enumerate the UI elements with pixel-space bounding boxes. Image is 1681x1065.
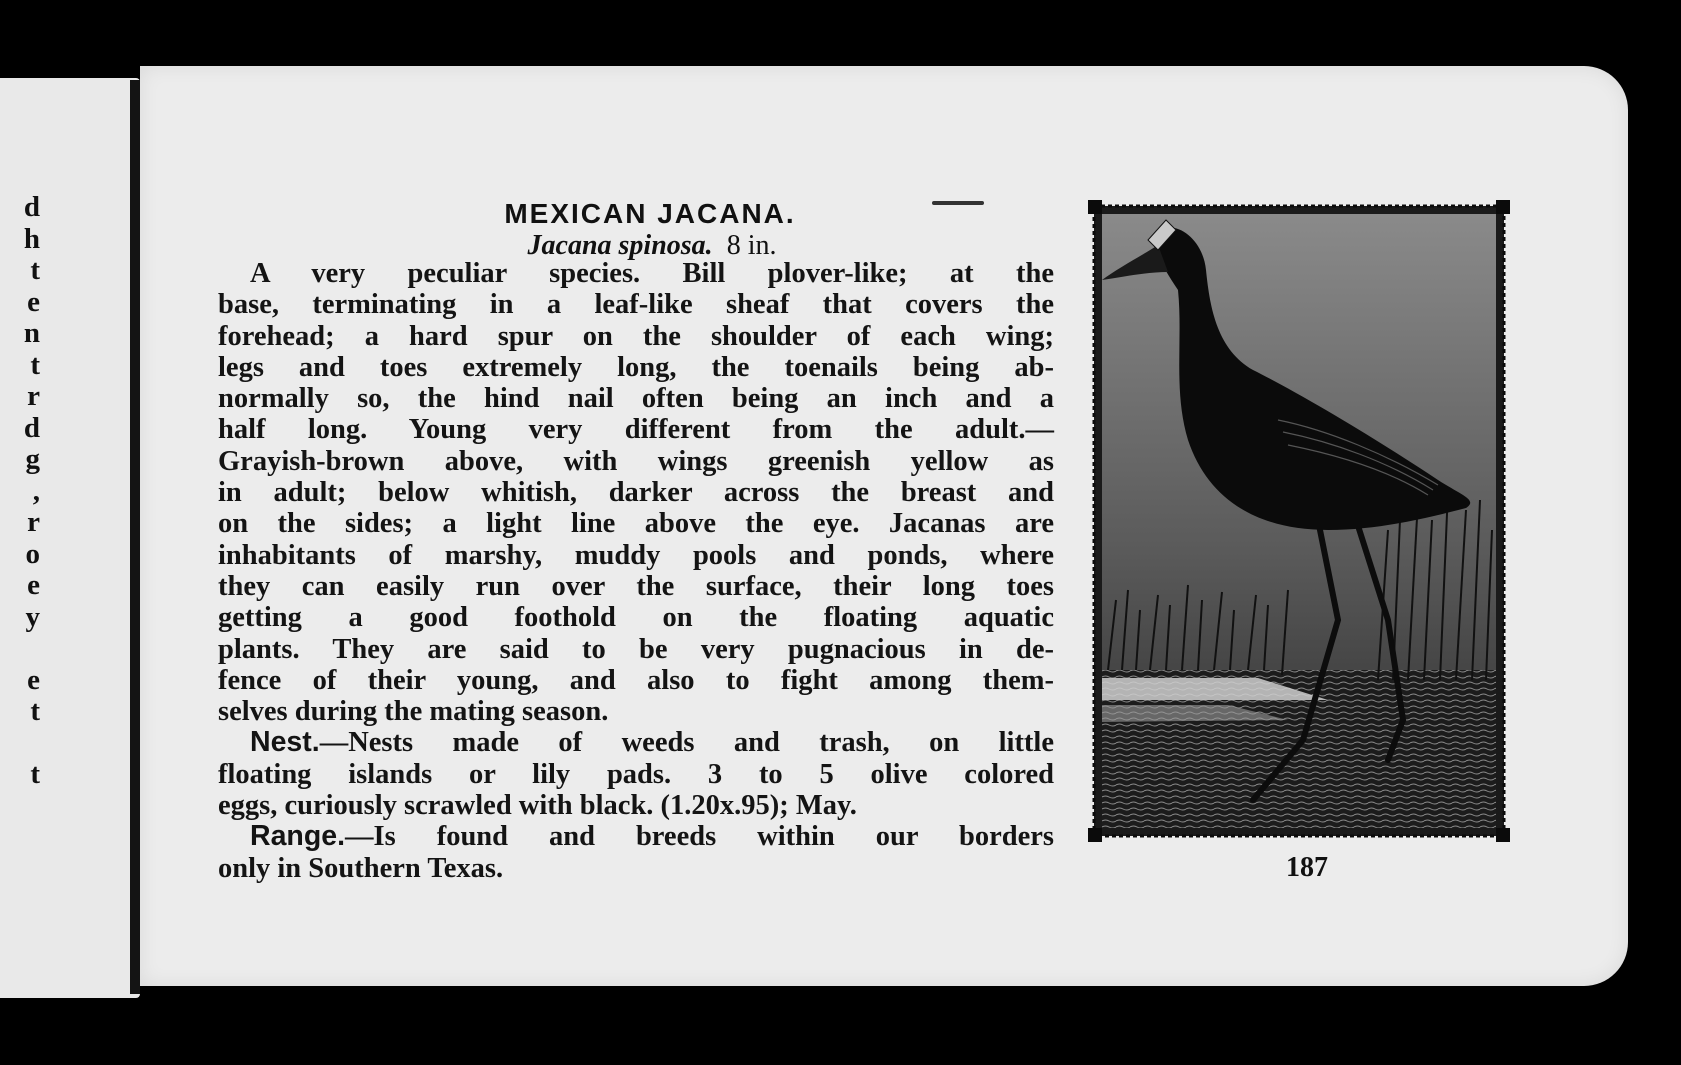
- entry-body: [218, 258, 1054, 884]
- description-line: Grayish-brown above, with wings greenish yellow as: [218, 445, 1054, 477]
- range-paragraph: [218, 821, 1054, 884]
- left-page-letter: [0, 633, 40, 665]
- left-page-letter: g: [25, 443, 40, 475]
- description-line: inhabitants of marshy, muddy pools and ponds, where: [218, 539, 1054, 571]
- description-line: A very peculiar species. Bill plover-like; at the: [250, 258, 1054, 289]
- left-page-letter: t: [30, 254, 40, 286]
- book-spine: [130, 80, 140, 994]
- left-page-letter: ,: [32, 474, 40, 507]
- left-page-text: [0, 192, 40, 791]
- left-page-letter: t: [30, 348, 40, 381]
- description-line: half long. Young very different from the adult.—: [218, 414, 1054, 446]
- left-page-letter: e: [27, 569, 40, 601]
- left-page-letter: n: [23, 317, 40, 349]
- range-line: [218, 821, 1054, 852]
- page-number: 187: [1286, 852, 1328, 883]
- description-line: they can easily run over the surface, their long toes: [218, 570, 1054, 602]
- description-line: in adult; below whitish, darker across the breast and: [218, 477, 1054, 509]
- description-paragraph: [218, 258, 1054, 727]
- left-page-letter: d: [23, 411, 40, 444]
- description-line: base, terminating in a leaf-like sheaf that covers the: [218, 289, 1054, 321]
- description-line: legs and toes extremely long, the toenails being ab-: [218, 351, 1054, 383]
- range-line-text: —Is found and breeds within our borders: [345, 821, 1054, 853]
- nest-line: floating islands or lily pads. 3 to 5 olive colored: [218, 758, 1054, 790]
- print-mark: [932, 201, 984, 205]
- left-page-letter: r: [27, 380, 40, 412]
- nest-paragraph: [218, 727, 1054, 821]
- description-line: plants. They are said to be very pugnacious in de-: [218, 633, 1054, 665]
- jacana-illustration: [1088, 200, 1510, 842]
- description-line: getting a good foothold on the floating aquatic: [218, 602, 1054, 634]
- left-page-letter: h: [23, 222, 40, 255]
- left-page-letter: t: [30, 758, 40, 790]
- range-label: Range.: [250, 820, 346, 853]
- description-line: normally so, the hind nail often being an inch and a: [218, 383, 1054, 415]
- description-line: on the sides; a light line above the eye. Jacanas are: [218, 508, 1054, 540]
- left-page-letter: y: [25, 600, 40, 633]
- description-line: selves during the mating season.: [218, 696, 609, 728]
- left-page-letter: [0, 728, 40, 760]
- left-page-letter: o: [25, 537, 40, 570]
- scientific-name: Jacana spinosa.: [527, 230, 713, 261]
- left-page-letter: e: [27, 285, 40, 318]
- description-line: forehead; a hard spur on the shoulder of each wing;: [218, 320, 1054, 352]
- range-line: only in Southern Texas.: [218, 852, 504, 884]
- nest-line-text: —Nests made of weeds and trash, on little: [319, 727, 1054, 759]
- bird-size: 8 in.: [726, 230, 777, 261]
- description-line: fence of their young, and also to fight among them-: [218, 664, 1054, 696]
- nest-label: Nest.: [250, 726, 320, 759]
- left-page-letter: d: [23, 191, 40, 223]
- nest-line: [218, 727, 1054, 758]
- entry-title: MEXICAN JACANA.: [504, 198, 796, 229]
- nest-line: eggs, curiously scrawled with black. (1.20x.95); May.: [218, 790, 857, 822]
- left-page-letter: r: [27, 506, 40, 538]
- left-page-letter: t: [30, 695, 40, 727]
- left-page-letter: e: [27, 663, 40, 696]
